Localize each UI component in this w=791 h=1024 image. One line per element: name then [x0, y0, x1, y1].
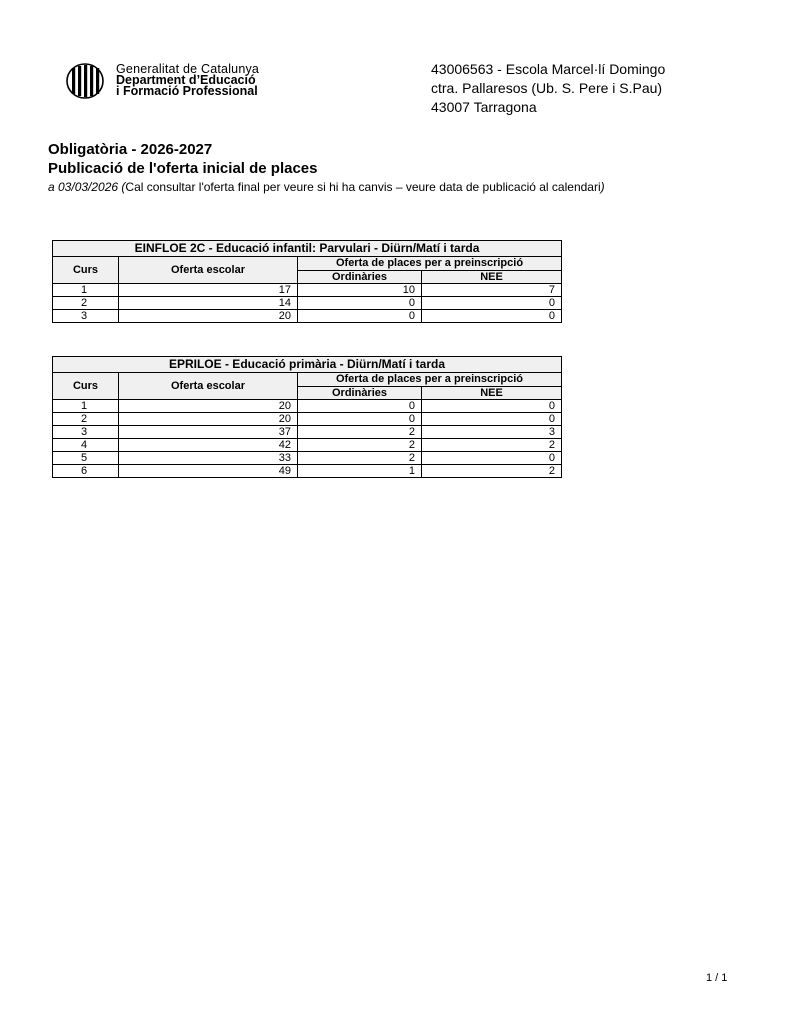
cell-nee: 0: [422, 452, 562, 465]
cell-ordinaries: 0: [298, 413, 422, 426]
table-row: [53, 297, 562, 310]
column-header-group: Oferta de places per a preinscripció: [298, 373, 562, 387]
cell-oferta: 37: [119, 426, 298, 439]
cell-nee: 3: [422, 426, 562, 439]
cell-ordinaries: 0: [298, 400, 422, 413]
cell-curs: 3: [53, 426, 119, 439]
offer-table-primaria: [52, 356, 562, 478]
generalitat-logo: [66, 63, 316, 99]
cell-curs: 2: [53, 297, 119, 310]
column-header-curs: Curs: [53, 257, 119, 284]
cell-curs: 2: [53, 413, 119, 426]
document-heading: [48, 141, 605, 195]
cell-curs: 4: [53, 439, 119, 452]
cell-oferta: 14: [119, 297, 298, 310]
school-name: 43006563 - Escola Marcel·lí Domingo: [431, 61, 666, 77]
column-header-oferta: Oferta escolar: [119, 257, 298, 284]
cell-oferta: 20: [119, 413, 298, 426]
cell-nee: 0: [422, 413, 562, 426]
cell-ordinaries: 2: [298, 452, 422, 465]
document-subtitle: Publicació de l'oferta inicial de places: [48, 160, 318, 177]
cell-ordinaries: 10: [298, 284, 422, 297]
cell-nee: 0: [422, 310, 562, 323]
cell-oferta: 17: [119, 284, 298, 297]
offer-table-infantil: [52, 240, 562, 323]
cell-nee: 0: [422, 297, 562, 310]
table-row: [53, 439, 562, 452]
publication-date: a 03/03/2026 (: [48, 180, 126, 194]
publication-note-close: ): [600, 180, 605, 194]
page-number: 1 / 1: [706, 972, 728, 984]
school-street: ctra. Pallaresos (Ub. S. Pere i S.Pau): [431, 80, 663, 96]
logo-line-3: i Formació Professional: [116, 84, 258, 98]
publication-note-text: Cal consultar l'oferta final per veure si hi ha canvis – veure data de publicació al calendari: [125, 180, 601, 194]
table-title: EINFLOE 2C - Educació infantil: Parvulari - Diürn/Matí i tarda: [53, 241, 562, 257]
cell-oferta: 42: [119, 439, 298, 452]
cell-curs: 3: [53, 310, 119, 323]
column-header-nee: NEE: [422, 386, 562, 400]
publication-note: [48, 180, 605, 195]
cell-curs: 1: [53, 400, 119, 413]
cell-nee: 2: [422, 465, 562, 478]
table-row: [53, 400, 562, 413]
cell-nee: 2: [422, 439, 562, 452]
table-row: [53, 413, 562, 426]
column-header-group: Oferta de places per a preinscripció: [298, 257, 562, 271]
catalan-flag-emblem-icon: [66, 63, 104, 99]
column-header-curs: Curs: [53, 373, 119, 400]
cell-nee: 7: [422, 284, 562, 297]
logo-line-1: Generalitat de Catalunya: [116, 62, 260, 76]
cell-ordinaries: 0: [298, 310, 422, 323]
column-header-ordinaries: Ordinàries: [298, 270, 422, 284]
table-row: [53, 310, 562, 323]
cell-curs: 5: [53, 452, 119, 465]
table-row: [53, 465, 562, 478]
table-title: EPRILOE - Educació primària - Diürn/Matí i tarda: [53, 357, 562, 373]
column-header-nee: NEE: [422, 270, 562, 284]
logo-text: [116, 64, 259, 97]
table-row: [53, 284, 562, 297]
cell-ordinaries: 1: [298, 465, 422, 478]
document-title: Obligatòria - 2026-2027: [48, 141, 213, 158]
cell-oferta: 20: [119, 400, 298, 413]
cell-oferta: 49: [119, 465, 298, 478]
table-row: [53, 452, 562, 465]
cell-ordinaries: 2: [298, 439, 422, 452]
school-address: [431, 60, 665, 117]
column-header-oferta: Oferta escolar: [119, 373, 298, 400]
school-city: 43007 Tarragona: [431, 99, 537, 115]
cell-oferta: 33: [119, 452, 298, 465]
cell-oferta: 20: [119, 310, 298, 323]
cell-curs: 6: [53, 465, 119, 478]
cell-ordinaries: 0: [298, 297, 422, 310]
logo-line-2: Department d’Educació: [116, 73, 256, 87]
cell-nee: 0: [422, 400, 562, 413]
cell-ordinaries: 2: [298, 426, 422, 439]
table-row: [53, 426, 562, 439]
cell-curs: 1: [53, 284, 119, 297]
column-header-ordinaries: Ordinàries: [298, 386, 422, 400]
